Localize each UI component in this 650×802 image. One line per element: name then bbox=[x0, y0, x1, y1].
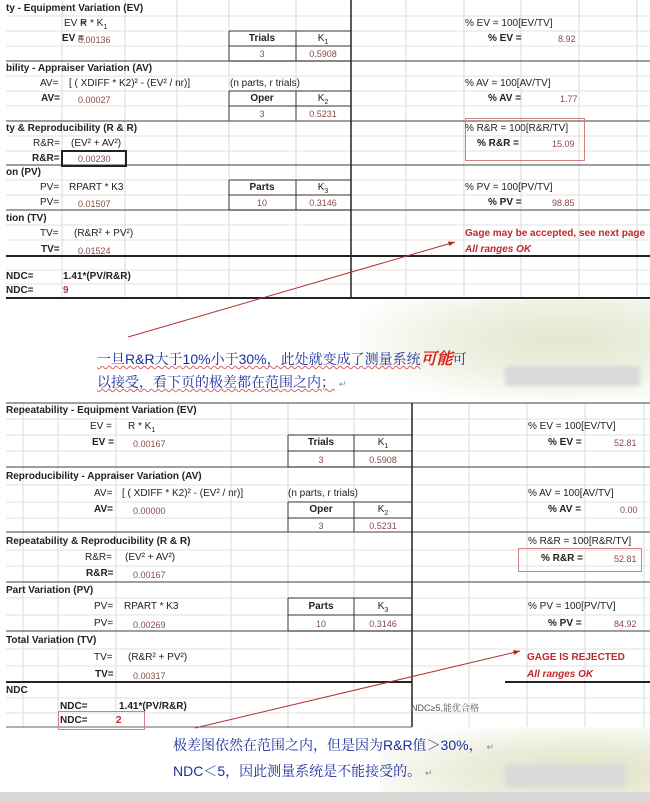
rr-section-title: ty & Reproducibility (R & R) bbox=[6, 123, 138, 134]
pct-pv-label: % PV = bbox=[488, 197, 522, 208]
ev-section-title: ty - Equipment Variation (EV) bbox=[6, 3, 144, 14]
av-note: (n parts, r trials) bbox=[288, 488, 359, 499]
ndc-value: 9 bbox=[63, 285, 69, 296]
note-line-3: 极差图依然在范围之内，但是因为R&R值＞30%， ↵ bbox=[173, 737, 495, 753]
av-section-title: Reproducibility - Appraiser Variation (AV) bbox=[6, 471, 202, 482]
ev-formula: R * K bbox=[128, 421, 152, 432]
ranges-text: All ranges OK bbox=[465, 244, 532, 255]
note-line-4: NDC＜5，因此测量系统是不能接受的。 ↵ bbox=[173, 763, 433, 779]
trials-header: Trials bbox=[307, 437, 335, 448]
tv-label: TV= bbox=[95, 669, 114, 680]
tv-section-title: Total Variation (TV) bbox=[6, 635, 97, 646]
rr-formula-label: R&R= bbox=[33, 138, 60, 149]
oper-header: Oper bbox=[309, 504, 333, 515]
av-value: 0.00027 bbox=[78, 95, 111, 105]
oper-value: 3 bbox=[318, 521, 324, 531]
rr-formula: (EV² + AV²) bbox=[125, 552, 176, 563]
k3-value: 0.3146 bbox=[309, 198, 337, 208]
ranges-text: All ranges OK bbox=[527, 669, 594, 680]
pv-formula: RPART * K3 bbox=[124, 601, 179, 612]
pv-formula-label: PV= bbox=[40, 182, 60, 193]
av-formula-label: AV= bbox=[40, 78, 59, 89]
pct-pv-formula: % PV = 100[PV/TV] bbox=[465, 182, 553, 193]
ndc-formula-label: NDC= bbox=[6, 271, 34, 282]
ndc-formula-label: NDC= bbox=[60, 701, 88, 712]
pv-label: PV= bbox=[40, 197, 60, 208]
k3-value: 0.3146 bbox=[369, 619, 397, 629]
rr-value: 0.00230 bbox=[78, 154, 111, 164]
rr-label: R&R= bbox=[32, 153, 60, 164]
pct-av-formula: % AV = 100[AV/TV] bbox=[528, 488, 614, 499]
ev-value: 0.00136 bbox=[78, 35, 111, 45]
k3-header: K bbox=[317, 182, 325, 193]
pct-av-label: % AV = bbox=[548, 504, 582, 515]
k1-header: K bbox=[317, 33, 325, 44]
pct-ev-value: 8.92 bbox=[558, 34, 576, 44]
ev-value: 0.00167 bbox=[133, 439, 166, 449]
tv-section-title: tion (TV) bbox=[6, 213, 47, 224]
pct-ev-label: % EV = bbox=[548, 437, 582, 448]
ndc-label: NDC= bbox=[6, 285, 34, 296]
pv-formula: RPART * K3 bbox=[69, 182, 124, 193]
ev-formula-label: EV = bbox=[90, 421, 112, 432]
pv-value: 0.01507 bbox=[78, 199, 111, 209]
parts-value: 10 bbox=[256, 198, 268, 208]
pct-rr-formula: % R&R = 100[R&R/TV] bbox=[528, 536, 632, 547]
tv-formula-label: TV= bbox=[40, 228, 59, 239]
ev-section-title: Repeatability - Equipment Variation (EV) bbox=[6, 405, 197, 416]
pv-section-title: on (PV) bbox=[6, 167, 41, 178]
av-label: AV= bbox=[94, 504, 113, 515]
pv-value: 0.00269 bbox=[133, 620, 166, 630]
parts-header: Parts bbox=[249, 182, 275, 193]
arrowhead-icon bbox=[513, 650, 520, 655]
oper-header: Oper bbox=[250, 93, 274, 104]
k1-value: 0.5908 bbox=[369, 455, 397, 465]
pct-pv-value: 98.85 bbox=[552, 198, 575, 208]
pct-rr-label: % R&R = bbox=[477, 138, 519, 149]
oper-value: 3 bbox=[259, 109, 265, 119]
av-formula: [ ( XDIFF * K2)² - (EV² / nr)] bbox=[122, 488, 244, 499]
note-line-2: 以接受，看下页的极差都在范围之内； ↵ bbox=[97, 374, 347, 390]
side-note: NDC≥5,能优合格 bbox=[411, 703, 479, 713]
arrowhead-icon bbox=[448, 242, 455, 247]
trials-value: 3 bbox=[318, 455, 324, 465]
pct-rr-value: 15.09 bbox=[552, 139, 575, 149]
verdict-text: GAGE IS REJECTED bbox=[527, 652, 625, 663]
pct-av-value: 1.77 bbox=[560, 94, 578, 104]
ndc-value: 2 bbox=[116, 715, 122, 726]
ev-label: EV = bbox=[62, 33, 84, 44]
tv-formula: (R&R² + PV²) bbox=[128, 652, 188, 663]
k2-value: 0.5231 bbox=[369, 521, 397, 531]
note-line-1: 一旦R&R大于10%小于30%，此处就变成了测量系统可能可 bbox=[97, 351, 467, 368]
pv-formula-label: PV= bbox=[94, 601, 114, 612]
rr-label: R&R= bbox=[86, 568, 114, 579]
pct-ev-formula: % EV = 100[EV/TV] bbox=[465, 18, 553, 29]
ndc-section-title: NDC bbox=[6, 685, 28, 696]
tv-formula: (R&R² + PV²) bbox=[74, 228, 134, 239]
ndc-label: NDC= bbox=[60, 715, 88, 726]
parts-header: Parts bbox=[308, 601, 334, 612]
pct-av-value: 0.00 bbox=[620, 505, 638, 515]
pct-pv-label: % PV = bbox=[548, 618, 582, 629]
rr-section-title: Repeatability & Reproducibility (R & R) bbox=[6, 536, 191, 547]
pct-pv-value: 84.92 bbox=[614, 619, 637, 629]
pct-av-label: % AV = bbox=[488, 93, 522, 104]
pct-ev-label: % EV = bbox=[488, 33, 522, 44]
k3-header: K bbox=[377, 601, 385, 612]
pct-ev-formula: % EV = 100[EV/TV] bbox=[528, 421, 616, 432]
rr-formula: (EV² + AV²) bbox=[71, 138, 122, 149]
av-formula-label: AV= bbox=[94, 488, 113, 499]
k2-header: K bbox=[377, 504, 385, 515]
k2-value: 0.5231 bbox=[309, 109, 337, 119]
parts-value: 10 bbox=[315, 619, 327, 629]
ev-formula: R * K bbox=[80, 18, 104, 29]
tv-label: TV= bbox=[41, 244, 60, 255]
tv-value: 0.01524 bbox=[78, 246, 111, 256]
rr-formula-label: R&R= bbox=[85, 552, 112, 563]
tv-value: 0.00317 bbox=[133, 671, 166, 681]
ndc-formula: 1.41*(PV/R&R) bbox=[119, 701, 187, 712]
pct-pv-formula: % PV = 100[PV/TV] bbox=[528, 601, 616, 612]
annotation-arrow bbox=[195, 651, 520, 728]
pct-rr-formula: % R&R = 100[R&R/TV] bbox=[465, 123, 569, 134]
pct-rr-label: % R&R = bbox=[541, 553, 583, 564]
ndc-formula: 1.41*(PV/R&R) bbox=[63, 271, 131, 282]
av-formula: [ ( XDIFF * K2)² - (EV² / nr)] bbox=[69, 78, 191, 89]
trials-value: 3 bbox=[259, 49, 265, 59]
av-label: AV= bbox=[41, 93, 60, 104]
tv-formula-label: TV= bbox=[94, 652, 113, 663]
verdict-text: Gage may be accepted, see next page bbox=[465, 228, 646, 239]
k2-header: K bbox=[317, 93, 325, 104]
ev-formula-label: EV = bbox=[64, 18, 86, 29]
av-value: 0.00000 bbox=[133, 506, 166, 516]
av-note: (n parts, r trials) bbox=[230, 78, 301, 89]
pv-section-title: Part Variation (PV) bbox=[6, 585, 94, 596]
trials-header: Trials bbox=[248, 33, 276, 44]
pct-av-formula: % AV = 100[AV/TV] bbox=[465, 78, 551, 89]
av-section-title: bility - Appraiser Variation (AV) bbox=[6, 63, 153, 74]
pv-label: PV= bbox=[94, 618, 114, 629]
rr-value: 0.00167 bbox=[133, 570, 166, 580]
pct-ev-value: 52.81 bbox=[614, 438, 637, 448]
k1-header: K bbox=[377, 437, 385, 448]
ev-label: EV = bbox=[92, 437, 114, 448]
pct-rr-value: 52.81 bbox=[614, 554, 637, 564]
k1-value: 0.5908 bbox=[309, 49, 337, 59]
